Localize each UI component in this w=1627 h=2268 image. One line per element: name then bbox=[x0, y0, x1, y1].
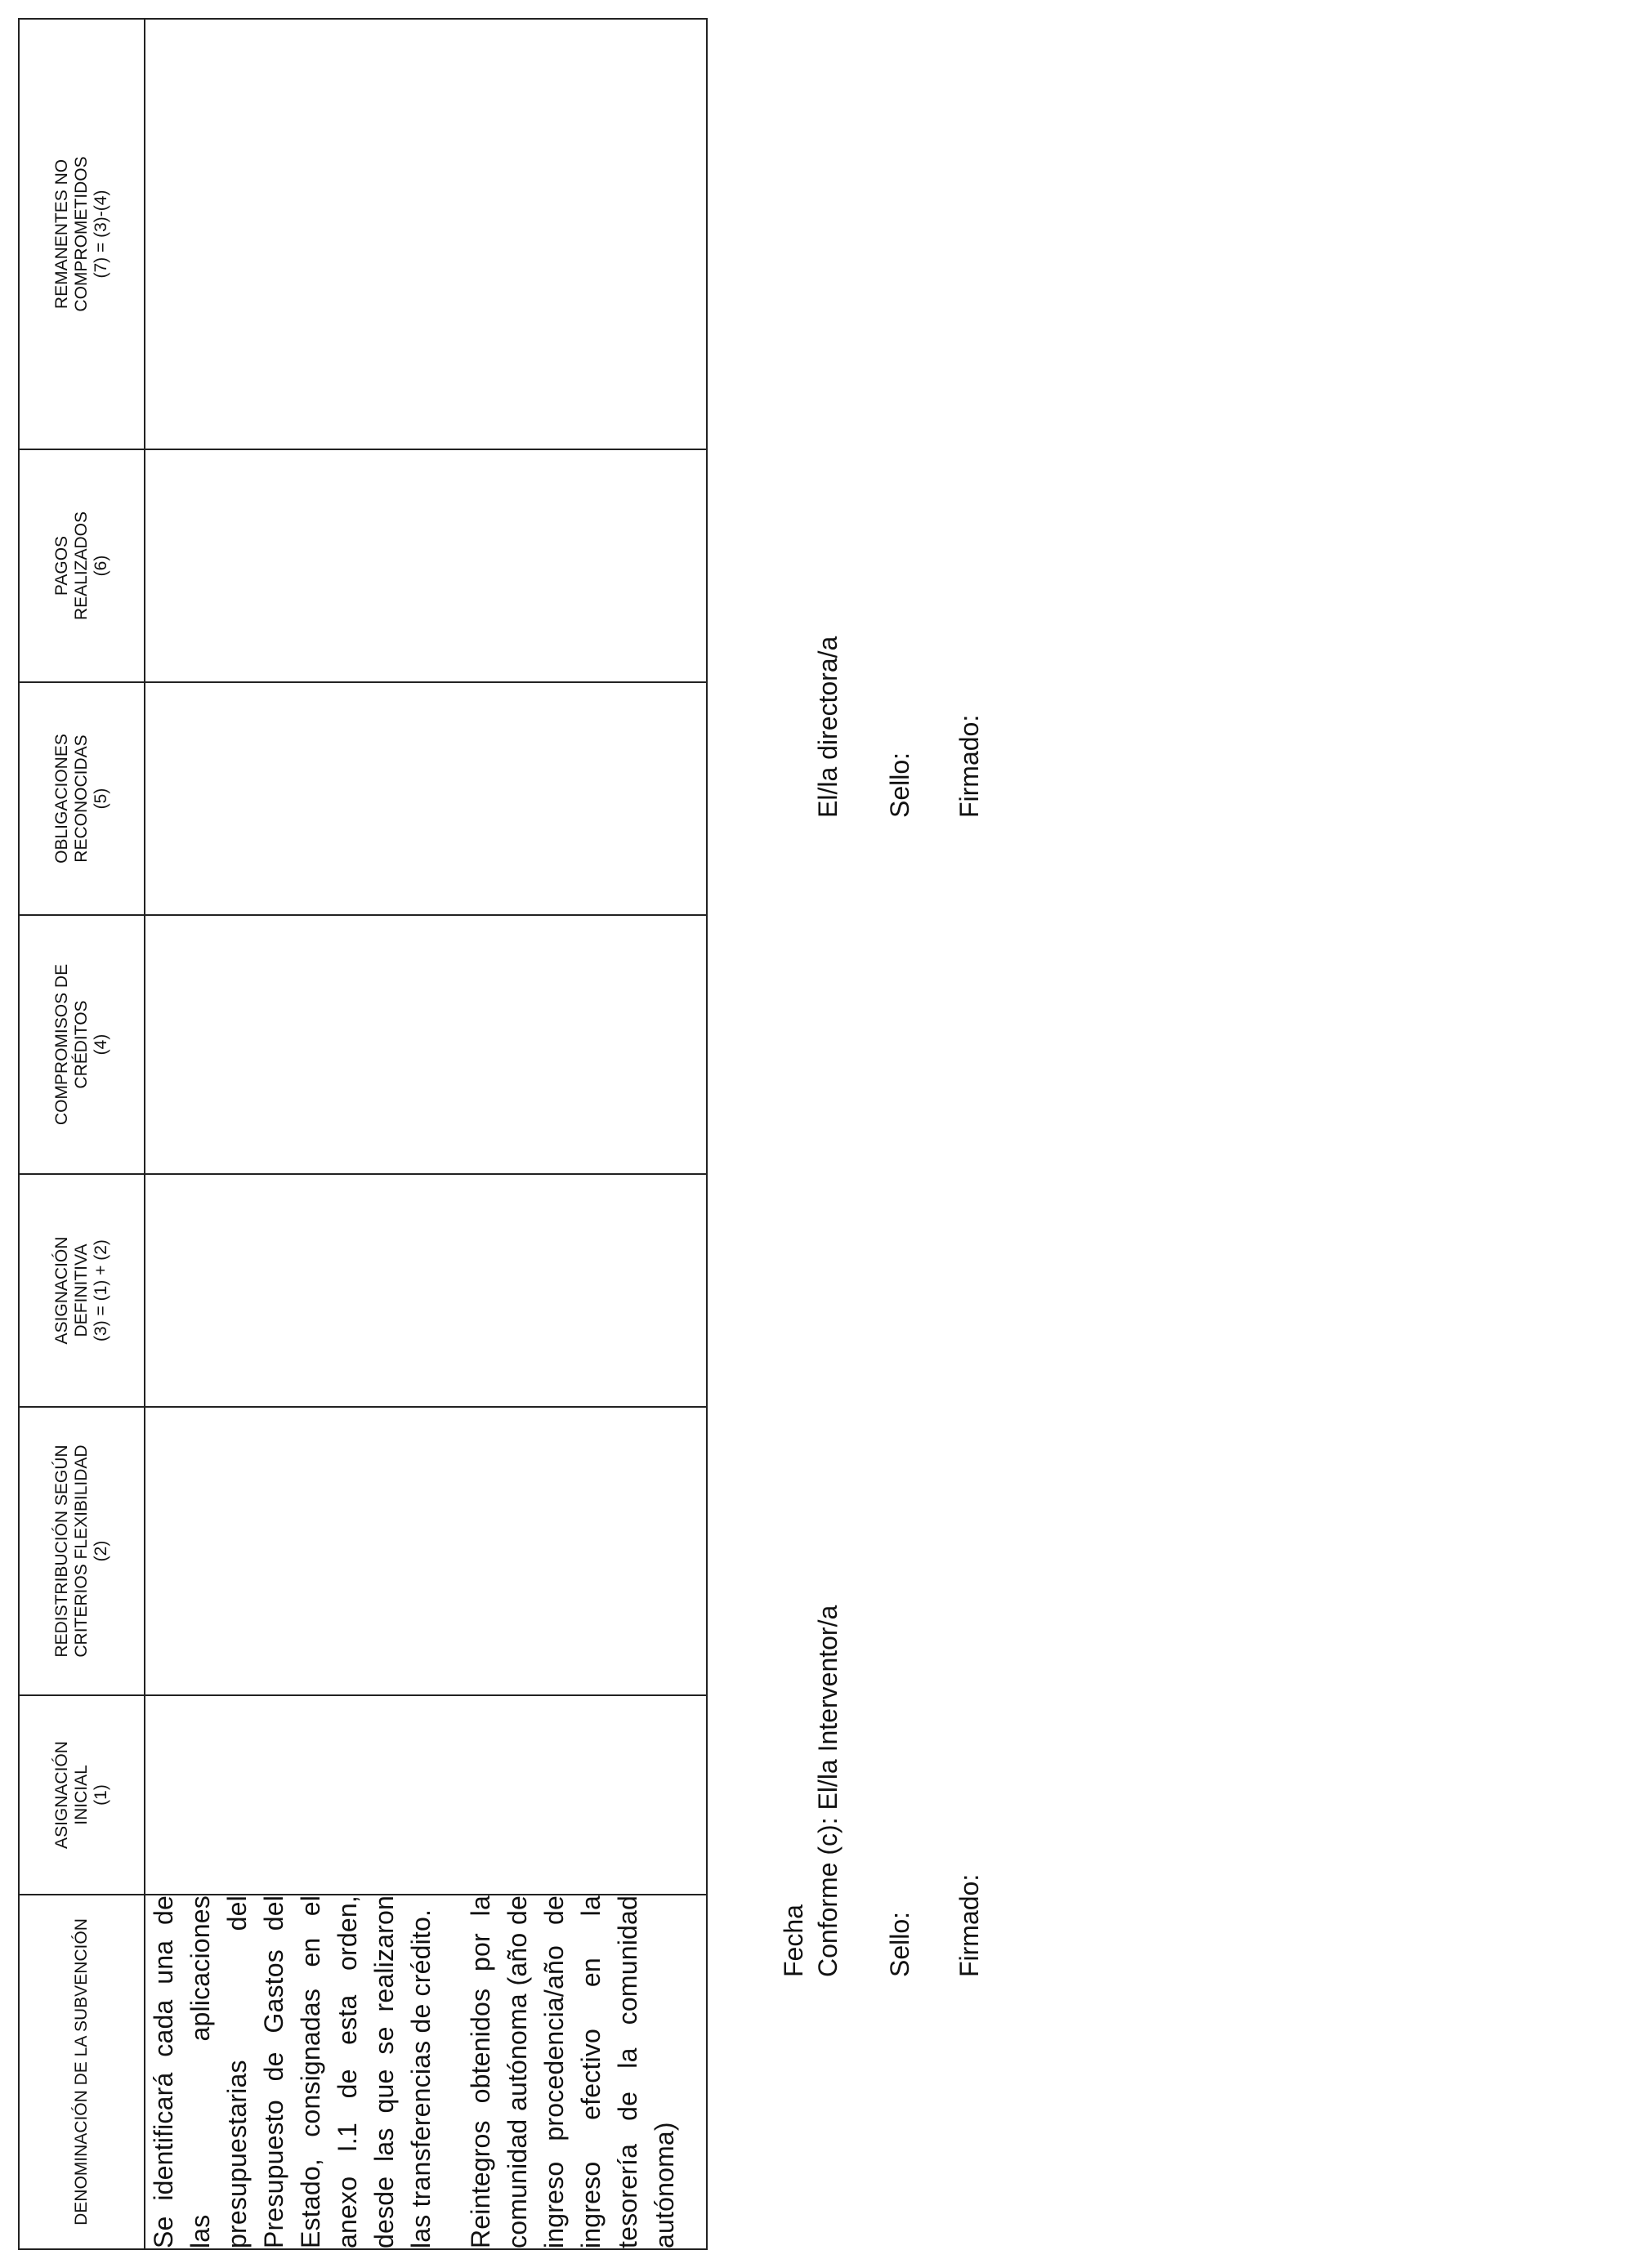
conforme-interventor-label: Conforme (c): El/la Interventor/a bbox=[813, 1605, 843, 1977]
firmado-left-label: Firmado: bbox=[954, 1873, 984, 1977]
header-line: REMANENTES NO bbox=[52, 158, 71, 310]
asignacion-definitiva-cell bbox=[145, 1174, 707, 1407]
reintegros-paragraph: Reintegros obtenidos por la comunidad autónoma (año de ingreso procedencia/año de ingreso efectivo en la tesorería de la comunidad autónoma) bbox=[466, 1895, 679, 2248]
table-body-row bbox=[145, 19, 707, 2249]
header-asignacion-definitiva bbox=[19, 1174, 145, 1407]
header-line: (3) = (1) + (2) bbox=[92, 1239, 110, 1342]
header-line: COMPROMISOS DE bbox=[52, 963, 71, 1126]
header-line: ASIGNACIÓN bbox=[52, 1741, 71, 1849]
header-line: INICIAL bbox=[72, 1765, 91, 1825]
description-paragraph: Se identificará cada una de las aplicaciones presupuestarias del Presupuesto de Gastos del Estado, consignadas en el anexo I.1 de esta orden, desde las que se realizaron las transferencias de crédito. bbox=[149, 1895, 436, 2248]
header-obligaciones bbox=[19, 682, 145, 915]
header-line: (2) bbox=[92, 1540, 110, 1562]
sello-left-label: Sello: bbox=[885, 1911, 914, 1977]
header-line: (4) bbox=[92, 1034, 110, 1056]
asignacion-inicial-cell bbox=[145, 1695, 707, 1895]
sello-right-label: Sello: bbox=[885, 752, 914, 818]
header-line: OBLIGACIONES bbox=[52, 734, 71, 864]
header-line: DEFINITIVA bbox=[72, 1243, 91, 1337]
subvencion-summary-table bbox=[18, 18, 708, 2250]
header-line: COMPROMETIDOS bbox=[72, 156, 91, 312]
remanentes-cell bbox=[145, 19, 707, 449]
header-line: DENOMINACIÓN DE LA SUBVENCIÓN bbox=[72, 1918, 91, 2226]
header-compromisos bbox=[19, 915, 145, 1174]
header-pagos bbox=[19, 449, 145, 682]
header-asignacion-inicial bbox=[19, 1695, 145, 1895]
header-line: (7) = (3)-(4) bbox=[92, 190, 110, 279]
header-line: RECONOCIDAS bbox=[72, 734, 91, 863]
fecha-label: Fecha bbox=[779, 1904, 808, 1977]
header-redistribucion bbox=[19, 1407, 145, 1695]
header-line: CRÉDITOS bbox=[72, 1000, 91, 1089]
header-denominacion bbox=[19, 1895, 145, 2249]
director-label: El/la directora/a bbox=[813, 636, 843, 818]
redistribucion-cell bbox=[145, 1407, 707, 1695]
firmado-right-label: Firmado: bbox=[954, 714, 984, 818]
compromisos-cell bbox=[145, 915, 707, 1174]
header-line: PAGOS bbox=[52, 535, 71, 596]
obligaciones-cell bbox=[145, 682, 707, 915]
denominacion-cell bbox=[145, 1895, 707, 2249]
header-line: (1) bbox=[92, 1784, 110, 1806]
header-line: REDISTRIBUCIÓN SEGÚN bbox=[52, 1444, 71, 1658]
header-line: (6) bbox=[92, 555, 110, 577]
table-header-row bbox=[19, 19, 145, 2249]
header-line: ASIGNACIÓN bbox=[52, 1236, 71, 1345]
header-line: REALIZADOS bbox=[72, 511, 91, 621]
header-line: CRITERIOS FLEXIBILIDAD bbox=[72, 1444, 91, 1658]
header-remanentes bbox=[19, 19, 145, 449]
pagos-cell bbox=[145, 449, 707, 682]
header-line: (5) bbox=[92, 788, 110, 810]
